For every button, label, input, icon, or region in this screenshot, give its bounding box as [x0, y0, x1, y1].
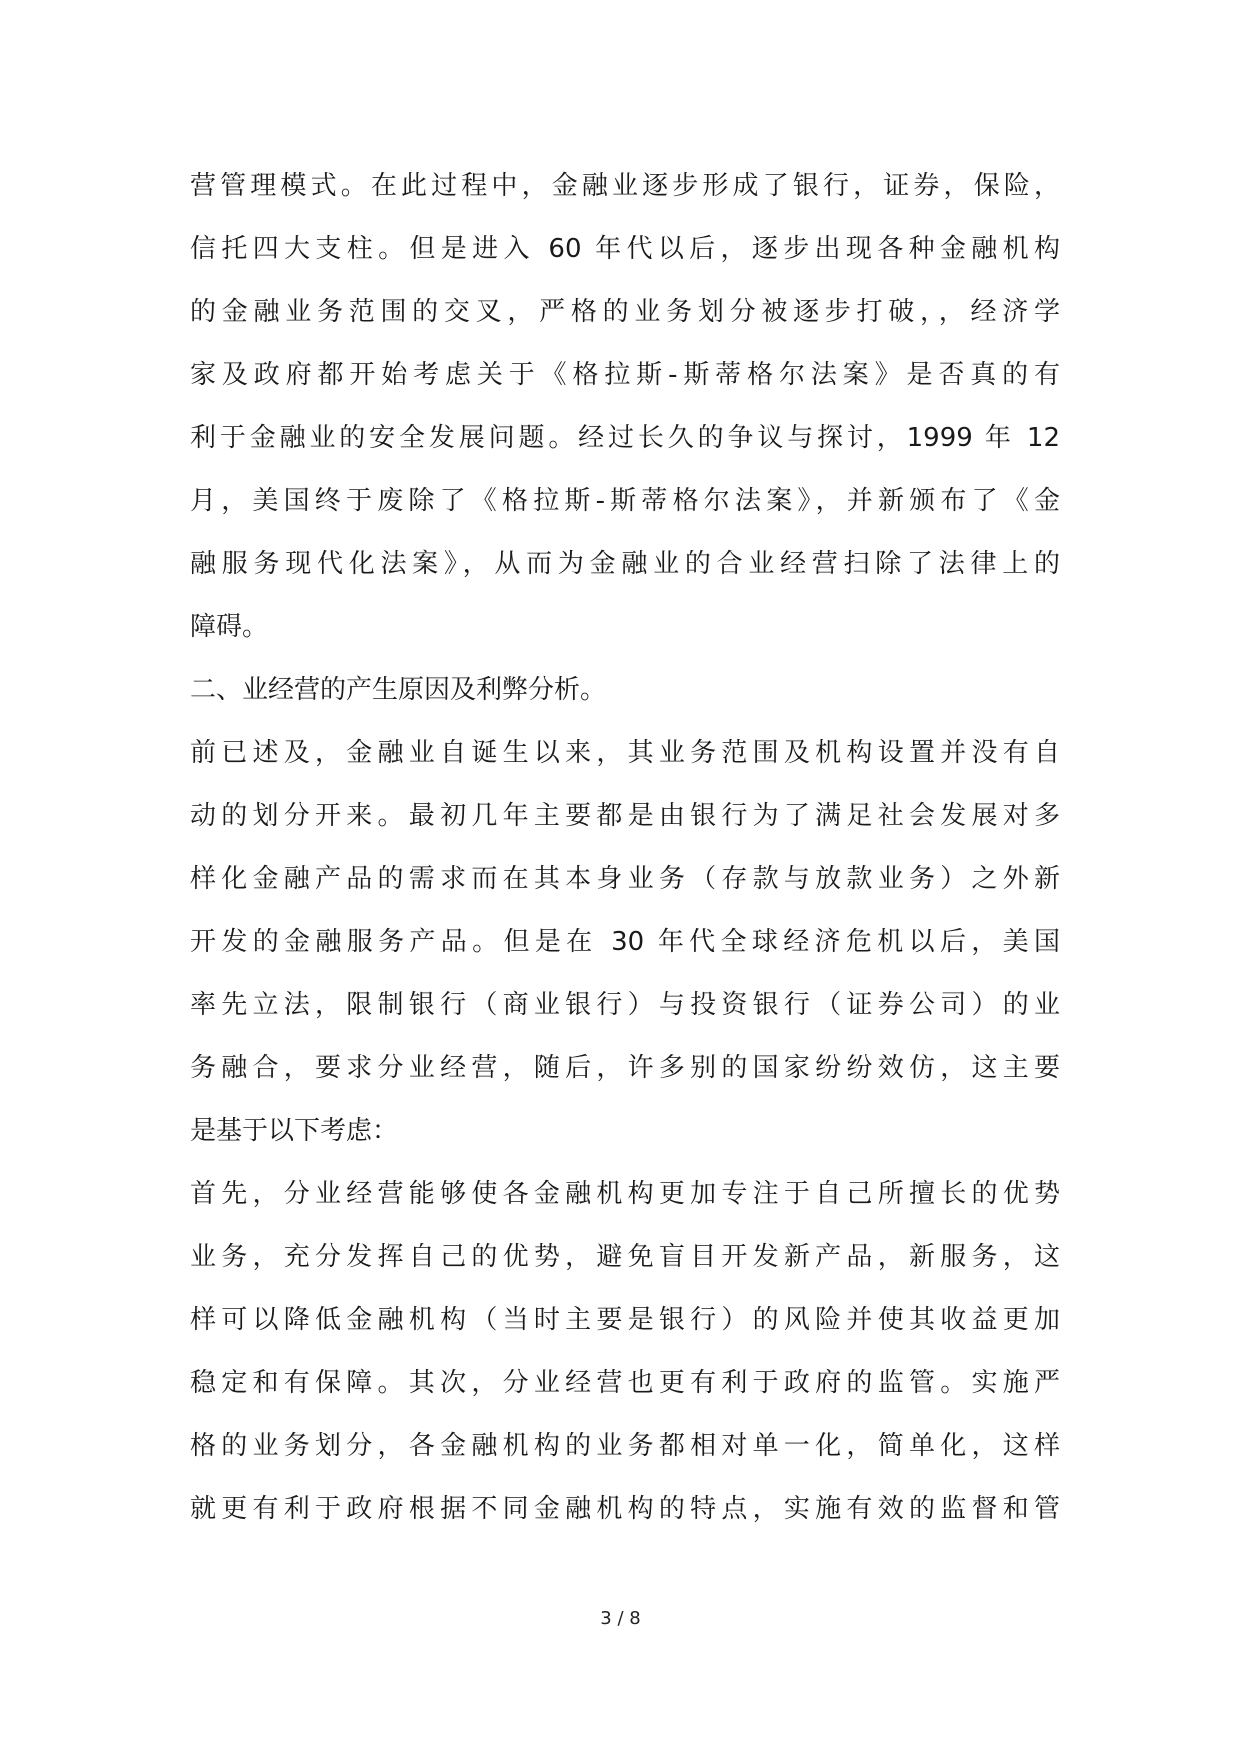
text-line: 的金融业务范围的交叉，严格的业务划分被逐步打破，，经济学 [190, 297, 1060, 327]
text-line: 融服务现代化法案》，从而为金融业的合业经营扫除了法律上的 [190, 549, 1060, 579]
text-line: 信托四大支柱。但是进入 60 年代以后，逐步出现各种金融机构 [190, 234, 1060, 264]
text-line: 样化金融产品的需求而在其本身业务（存款与放款业务）之外新 [190, 864, 1060, 894]
page-number: 3 / 8 [600, 1608, 641, 1629]
text-line: 格的业务划分，各金融机构的业务都相对单一化，简单化，这样 [190, 1431, 1060, 1461]
body-text [190, 155, 1060, 1541]
text-line: 利于金融业的安全发展问题。经过长久的争议与探讨，1999 年 12 [190, 423, 1060, 453]
text-line: 前已述及，金融业自诞生以来，其业务范围及机构设置并没有自 [190, 738, 1060, 768]
text-line: 月，美国终于废除了《格拉斯-斯蒂格尔法案》，并新颁布了《金 [190, 486, 1060, 516]
text-line: 动的划分开来。最初几年主要都是由银行为了满足社会发展对多 [190, 801, 1060, 831]
text-line: 率先立法，限制银行（商业银行）与投资银行（证券公司）的业 [190, 990, 1060, 1020]
text-line: 稳定和有保障。其次，分业经营也更有利于政府的监管。实施严 [190, 1368, 1060, 1398]
text-line: 开发的金融服务产品。但是在 30 年代全球经济危机以后，美国 [190, 927, 1060, 957]
text-line: 营管理模式。在此过程中，金融业逐步形成了银行，证券，保险， [190, 171, 1060, 201]
text-line: 是基于以下考虑： [190, 1116, 399, 1146]
text-line: 业务，充分发挥自己的优势，避免盲目开发新产品，新服务，这 [190, 1242, 1060, 1272]
section-heading: 二、业经营的产生原因及利弊分析。 [190, 675, 607, 705]
text-line: 家及政府都开始考虑关于《格拉斯-斯蒂格尔法案》是否真的有 [190, 360, 1060, 390]
text-line: 障碍。 [190, 612, 269, 642]
text-line: 务融合，要求分业经营，随后，许多别的国家纷纷效仿，这主要 [190, 1053, 1060, 1083]
text-line: 首先，分业经营能够使各金融机构更加专注于自己所擅长的优势 [190, 1179, 1060, 1209]
text-line: 样可以降低金融机构（当时主要是银行）的风险并使其收益更加 [190, 1305, 1060, 1335]
text-line: 就更有利于政府根据不同金融机构的特点，实施有效的监督和管 [190, 1494, 1060, 1524]
